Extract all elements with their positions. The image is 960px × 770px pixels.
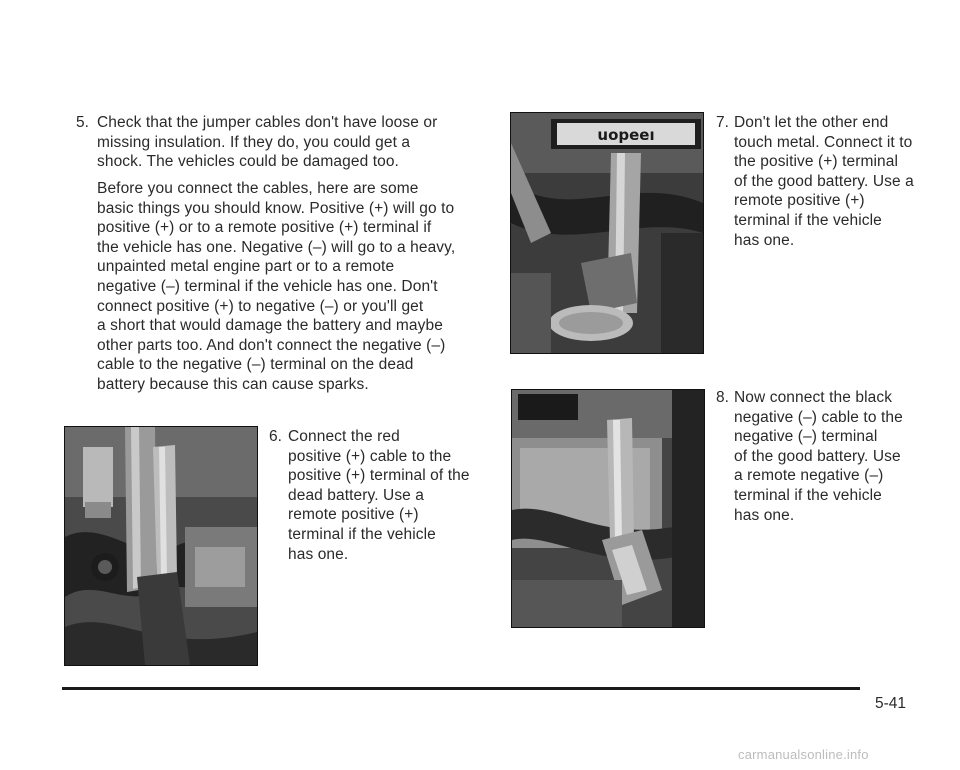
text-line: negative (–) terminal if the vehicle has one. Don't: [97, 277, 438, 295]
text-line: a short that would damage the battery and maybe: [97, 317, 443, 335]
battery-label-text: uopeeı: [597, 126, 655, 144]
text-line: unpainted metal engine part or to a remote: [97, 258, 395, 276]
text-line: shock. The vehicles could be damaged too.: [97, 153, 399, 171]
text-line: remote positive (+): [734, 192, 865, 210]
photo-positive-cable-good-battery: [510, 112, 704, 354]
text-line: connect positive (+) to negative (–) or you'll get: [97, 297, 424, 315]
text-line: a remote negative (–): [734, 467, 884, 485]
text-line: of the good battery. Use: [734, 447, 901, 465]
text-line: terminal if the vehicle: [734, 486, 882, 504]
text-line: negative (–) terminal: [734, 428, 878, 446]
text-line: missing insulation. If they do, you could get a: [97, 133, 411, 151]
watermark: carmanualsonline.info: [738, 747, 869, 762]
step-6-text: [288, 427, 470, 564]
text-line: negative (–) cable to the: [734, 408, 903, 426]
step-8-text: [734, 388, 903, 525]
text-line: has one.: [734, 231, 795, 249]
text-line: Don't let the other end: [734, 114, 889, 131]
text-line: positive (+) terminal of the: [288, 467, 470, 485]
text-line: positive (+) cable to the: [288, 447, 452, 465]
text-line: cable to the negative (–) terminal on the dead: [97, 356, 414, 374]
text-line: has one.: [288, 545, 349, 563]
text-line: dead battery. Use a: [288, 486, 425, 504]
step-6-number: 6.: [269, 428, 282, 445]
text-line: terminal if the vehicle: [734, 211, 882, 229]
text-line: terminal if the vehicle: [288, 525, 436, 543]
text-line: of the good battery. Use a: [734, 172, 914, 190]
step-7-number: 7.: [716, 114, 729, 131]
text-line: has one.: [734, 506, 795, 524]
step-8-number: 8.: [716, 389, 729, 406]
text-line: battery because this can cause sparks.: [97, 375, 369, 393]
text-line: basic things you should know. Positive (+) will go to: [97, 199, 455, 217]
text-line: the positive (+) terminal: [734, 153, 899, 171]
text-line: remote positive (+): [288, 506, 419, 524]
photo-negative-cable-good-battery: [511, 389, 705, 628]
footer-rule: [62, 687, 860, 690]
text-line: Before you connect the cables, here are some: [97, 180, 419, 197]
text-line: other parts too. And don't connect the negative (–): [97, 336, 446, 354]
step-5-text: [97, 113, 437, 172]
text-line: the vehicle has one. Negative (–) will go to a heavy,: [97, 238, 456, 256]
before-paragraph: [97, 179, 455, 395]
text-line: Connect the red: [288, 428, 400, 445]
text-line: touch metal. Connect it to: [734, 133, 913, 151]
text-line: Now connect the black: [734, 389, 893, 406]
step-7-text: [734, 113, 914, 250]
step-5-number: 5.: [76, 114, 89, 131]
text-line: Check that the jumper cables don't have loose or: [97, 114, 438, 131]
text-line: positive (+) or to a remote positive (+) terminal if: [97, 219, 432, 237]
page-number: 5-41: [875, 695, 907, 712]
photo-positive-cable-dead-battery: [64, 426, 258, 666]
